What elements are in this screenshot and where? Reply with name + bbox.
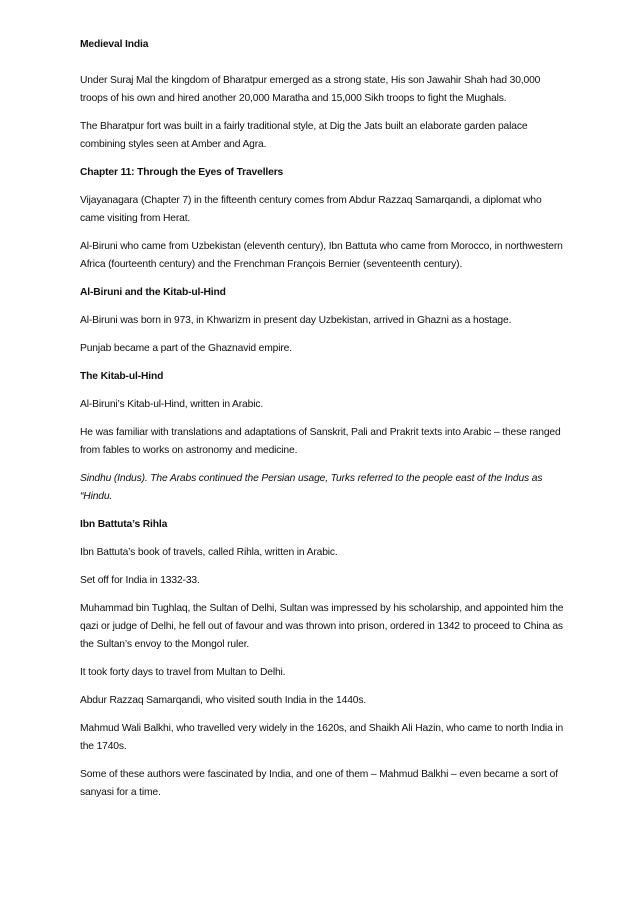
document-title: Medieval India bbox=[80, 39, 149, 50]
paragraph-al-biruni-born: Al-Biruni was born in 973, in Khwarizm in present day Uzbekistan, arrived in Ghazni as a hostage. bbox=[80, 315, 512, 326]
paragraph-travellers: Al-Biruni who came from Uzbekistan (eleventh century), Ibn Battuta who came from Morocco, in northwestern Africa (fourteenth century) and the Frenchman François Bernier (seventeenth century). bbox=[80, 241, 563, 270]
paragraph-samarqandi: Abdur Razzaq Samarqandi, who visited south India in the 1440s. bbox=[80, 695, 367, 706]
heading-al-biruni: Al-Biruni and the Kitab-ul-Hind bbox=[80, 287, 226, 298]
paragraph-punjab: Punjab became a part of the Ghaznavid empire. bbox=[80, 343, 292, 354]
paragraph-multan-delhi: It took forty days to travel from Multan to Delhi. bbox=[80, 667, 286, 678]
paragraph-sindhu: Sindhu (Indus). The Arabs continued the Persian usage, Turks referred to the people east of the Indus as “Hindu. bbox=[80, 473, 543, 502]
heading-chapter-11: Chapter 11: Through the Eyes of Travellers bbox=[80, 167, 284, 178]
paragraph-set-off: Set off for India in 1332-33. bbox=[80, 575, 200, 586]
paragraph-rihla: Ibn Battuta’s book of travels, called Rihla, written in Arabic. bbox=[80, 547, 338, 558]
paragraph-balkhi-hazin: Mahmud Wali Balkhi, who travelled very widely in the 1620s, and Shaikh Ali Hazin, who came to north India in the 1740s. bbox=[80, 723, 564, 752]
paragraph-vijayanagara: Vijayanagara (Chapter 7) in the fifteenth century comes from Abdur Razzaq Samarqandi, a diplomat who came visiting from Herat. bbox=[80, 195, 542, 224]
heading-kitab-ul-hind: The Kitab-ul-Hind bbox=[80, 371, 164, 382]
paragraph-translations: He was familiar with translations and adaptations of Sanskrit, Pali and Prakrit texts into Arabic – these ranged from fables to works on astronomy and medicine. bbox=[80, 427, 561, 456]
paragraph-bharatpur-fort: The Bharatpur fort was built in a fairly traditional style, at Dig the Jats built an elaborate garden palace combining styles seen at Amber and Agra. bbox=[80, 121, 528, 150]
paragraph-sanyasi: Some of these authors were fascinated by India, and one of them – Mahmud Balkhi – even became a sort of sanyasi for a time. bbox=[80, 769, 558, 798]
paragraph-suraj-mal: Under Suraj Mal the kingdom of Bharatpur emerged as a strong state, His son Jawahir Shah had 30,000 troops of his own and hired another 20,000 Maratha and 15,000 Sikh troops to fight the Mughals. bbox=[80, 75, 541, 104]
heading-ibn-battuta: Ibn Battuta’s Rihla bbox=[80, 519, 168, 530]
paragraph-tughlaq: Muhammad bin Tughlaq, the Sultan of Delhi, Sultan was impressed by his scholarship, and appointed him the qazi or judge of Delhi, he fell out of favour and was thrown into prison, ordered in 1342 to proceed to China as the Sultan’s envoy to the Mongol ruler. bbox=[80, 603, 564, 650]
paragraph-kitab-arabic: Al-Biruni’s Kitab-ul-Hind, written in Arabic. bbox=[80, 399, 264, 410]
